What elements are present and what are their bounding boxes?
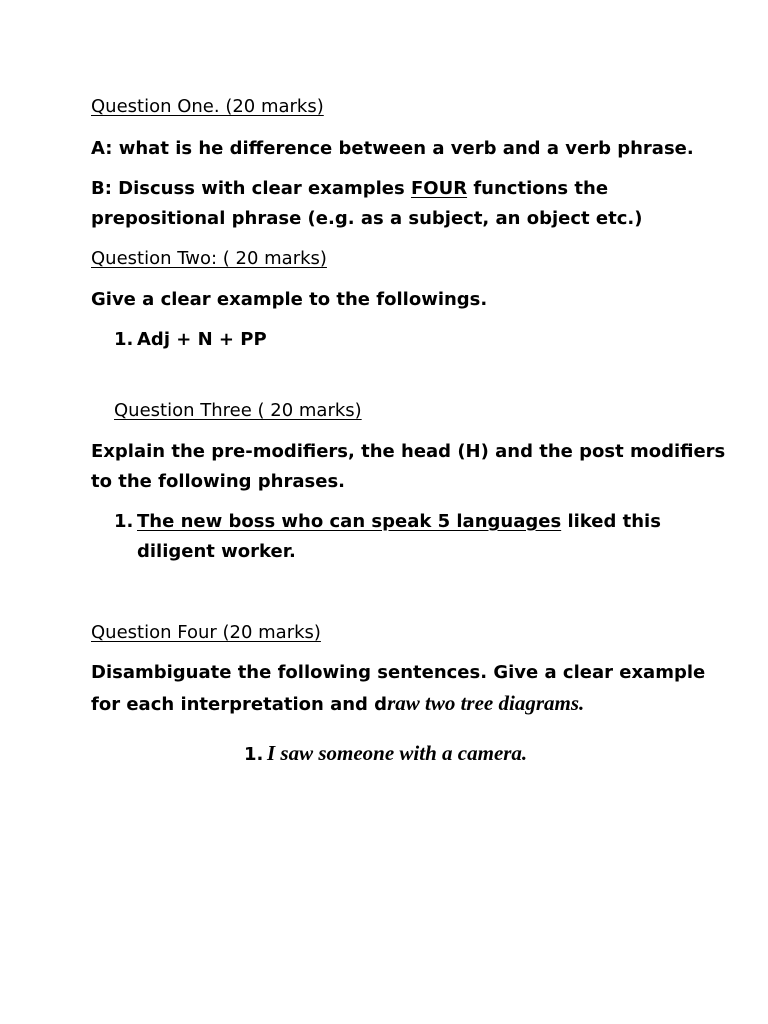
question-one-part-b-pre: B: Discuss with clear examples — [91, 178, 411, 199]
question-four-item-text: I saw someone with a camera. — [267, 741, 528, 765]
question-one-part-b-emphasis: FOUR — [410, 178, 468, 199]
question-three-prompt-line2: to the following phrases. — [91, 471, 345, 492]
question-two-item-number: 1. — [114, 329, 134, 350]
question-two-prompt: Give a clear example to the followings. — [91, 289, 488, 310]
question-three-prompt-line1: Explain the pre-modifiers, the head (H) and the post modifiers — [91, 441, 726, 462]
question-four-prompt-line2-bold: for each interpretation and d — [91, 694, 388, 715]
question-three-item-line2: diligent worker. — [137, 541, 296, 562]
question-four-heading: Question Four (20 marks) — [91, 622, 321, 643]
question-three-item-number: 1. — [114, 511, 134, 532]
question-one-part-b-line1 — [91, 178, 608, 200]
question-four-prompt-line2 — [91, 692, 584, 716]
question-one-part-b-post: functions the — [467, 178, 609, 199]
question-one-heading: Question One. (20 marks) — [91, 96, 324, 117]
question-three-item-underlined: The new boss who can speak 5 languages — [137, 511, 562, 532]
question-one-part-b-line2: prepositional phrase (e.g. as a subject, an object etc.) — [91, 208, 643, 229]
question-four-prompt-line1: Disambiguate the following sentences. Give a clear example — [91, 662, 706, 683]
question-two-item-text: Adj + N + PP — [137, 329, 267, 350]
question-four-item-number: 1. — [244, 744, 264, 765]
question-three-item-rest: liked this — [561, 511, 661, 532]
question-three-item — [114, 511, 661, 533]
question-four-prompt-line2-italic: raw two tree diagrams. — [387, 691, 585, 715]
question-one-part-a: A: what is he difference between a verb and a verb phrase. — [91, 138, 694, 159]
question-four-item — [244, 742, 527, 766]
question-two-heading: Question Two: ( 20 marks) — [91, 248, 327, 269]
question-two-item — [114, 329, 267, 351]
question-three-heading: Question Three ( 20 marks) — [114, 400, 362, 421]
